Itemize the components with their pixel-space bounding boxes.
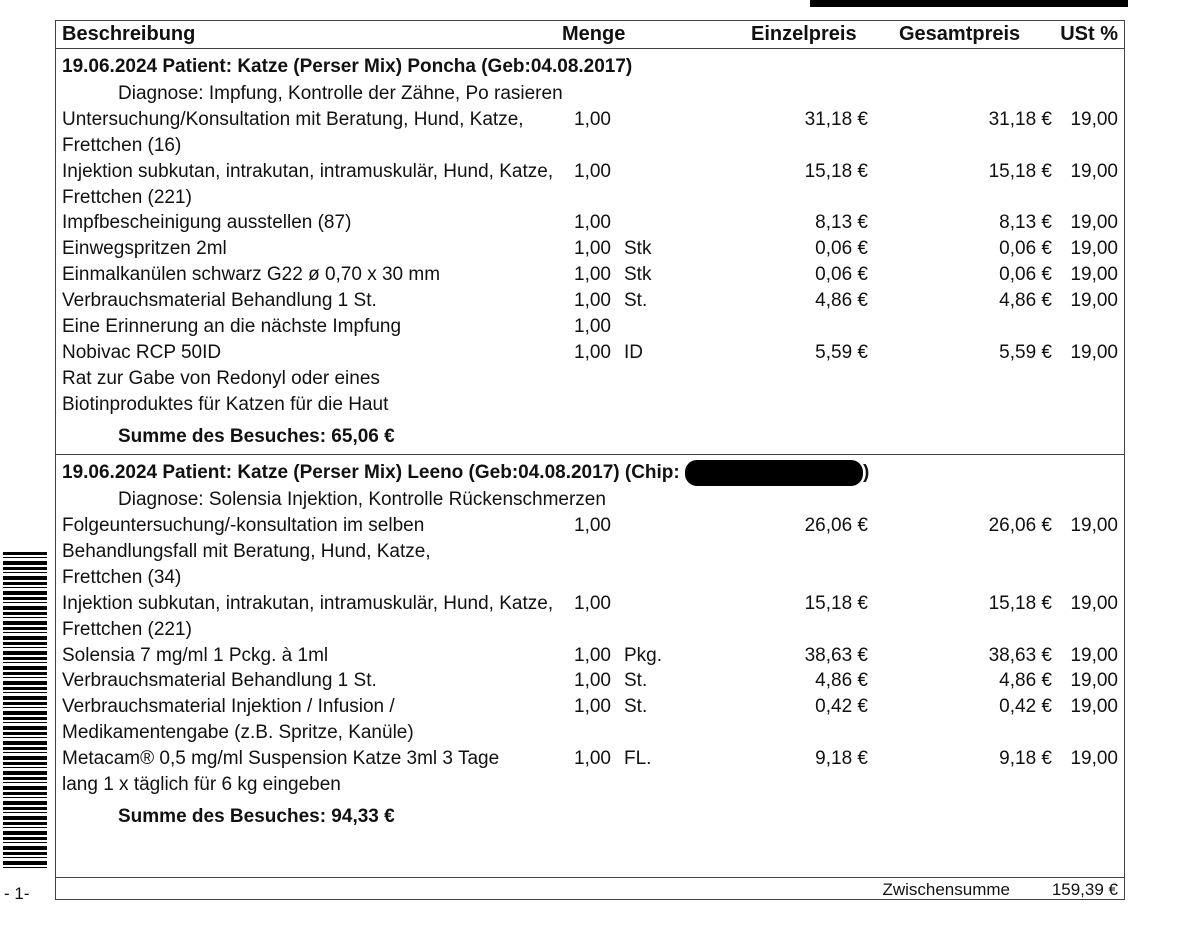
subtotal-label: Zwischensumme [882,880,1010,899]
col-einzelpreis: Einzelpreis [751,23,857,45]
visit-separator [56,454,1124,455]
table-row: Metacam® 0,5 mg/ml Suspension Katze 3ml 3 Tage lang 1 x täglich für 6 kg eingeben 1,00 FL. 9,18 € 9,18 € 19,00 [62,748,1118,795]
redaction-bar-top [810,0,1128,7]
col-menge: Menge [562,23,626,45]
table-row: Injektion subkutan, intrakutan, intramuskulär, Hund, Katze, Frettchen (221) 1,00 15,18 € 15,18 € 19,00 [62,161,1118,208]
visit-note: Rat zur Gabe von Redonyl oder eines Biotinproduktes für Katzen für die Haut [62,368,389,415]
table-row: Verbrauchsmaterial Injektion / Infusion / Medikamentengabe (z.B. Spritze, Kanüle) 1,00 St. 0,42 € 0,42 € 19,00 [62,696,1118,743]
col-gesamtpreis: Gesamtpreis [899,23,1021,45]
col-ust: USt % [1060,23,1118,45]
table-header [56,21,1124,49]
barcode [3,552,47,868]
table-row: Untersuchung/Konsultation mit Beratung, Hund, Katze, Frettchen (16) 1,00 31,18 € 31,18 € 19,00 [62,109,1118,156]
chip-redaction [685,460,863,486]
subtotal-row [56,877,1124,900]
invoice-table: Beschreibung Menge Einzelpreis Gesamtpreis USt % 19.06.2024 Patient: Katze (Perser Mix) Poncha (Geb:04.08.2017) Diagnose: Impfung, Kontrolle der Zähne, Po rasieren Untersuchung/Konsultation mit Beratung, Hund, Katze, Frettchen (16) 1,00 31,18 € 31,18 € 19,00 Injektion subkutan, intrakutan, intramuskulär, Hund, Katze, Frettchen (221) 1,00 15,18 € 15,18 € 19,00 Impfbescheinigung ausstellen (87) 1,00 8,13 € 8,13 € 19,00 Einwegspritzen 2ml 1,00 Stk 0,06 € 0,06 € 19,00 Einmalkanülen schwarz G22 ø 0,70 x 30 mm 1,00 Stk 0,06 € 0,06 € 19,00 Verbrauchsmaterial Behandlung 1 St. 1,00 St. 4,86 € 4,86 € 19,00 Eine Erinnerung an die nächste Impfung 1,00 Nobivac RCP 50ID 1,00 ID 5,59 € 5,59 € 19,00 Rat zur Gabe von Redonyl oder eines Biotinproduktes für Katzen für die Haut Summe des Besuches: 65,06 € 19.06.2024 Patient: Katze (Perser Mix) Leeno (Geb:04.08.2017) (Chip: ) Diagnose: Solensia Injektion, Kontrolle Rückenschmerzen Folgeuntersuchung/-konsultation im selben Behandlungsfall mit Beratung, Hund, Katze, Frettchen (34) 1,00 26,06 € 26,06 € 19,00 Injektion subkutan, intrakutan, intramuskulär, Hund, Katze, Frettchen (221) 1,00 15,18 € 15,18 € 19,00 Solensia 7 mg/ml 1 Pckg. à 1ml 1,00 Pkg. 38,63 € 38,63 € 19,00 Verbrauchsmaterial Behandlung 1 St. 1,00 St. 4,86 € 4,86 € 19,00 Verbrauchsmaterial Injektion / Infusion / Medikamentengabe (z.B. Spritze, Kanüle) 1,00 St. 0,42 € 0,42 € 19,00 Metacam® 0,5 mg/ml Suspension Katze 3ml 3 Tage lang 1 x täglich für 6 kg eingeben 1,00 FL. 9,18 € 9,18 € 19,00 Summe des Besuches: 94,33 € Zwischensumme 159,39 € [55,20,1125,900]
col-beschreibung: Beschreibung [62,23,196,45]
page-number: - 1- [4,884,30,903]
subtotal-value: 159,39 € [1051,880,1118,899]
table-row: Injektion subkutan, intrakutan, intramuskulär, Hund, Katze, Frettchen (221) 1,00 15,18 € 15,18 € 19,00 [62,593,1118,640]
table-row: Folgeuntersuchung/-konsultation im selben Behandlungsfall mit Beratung, Hund, Katze, Frettchen (34) 1,00 26,06 € 26,06 € 19,00 [62,515,1118,588]
